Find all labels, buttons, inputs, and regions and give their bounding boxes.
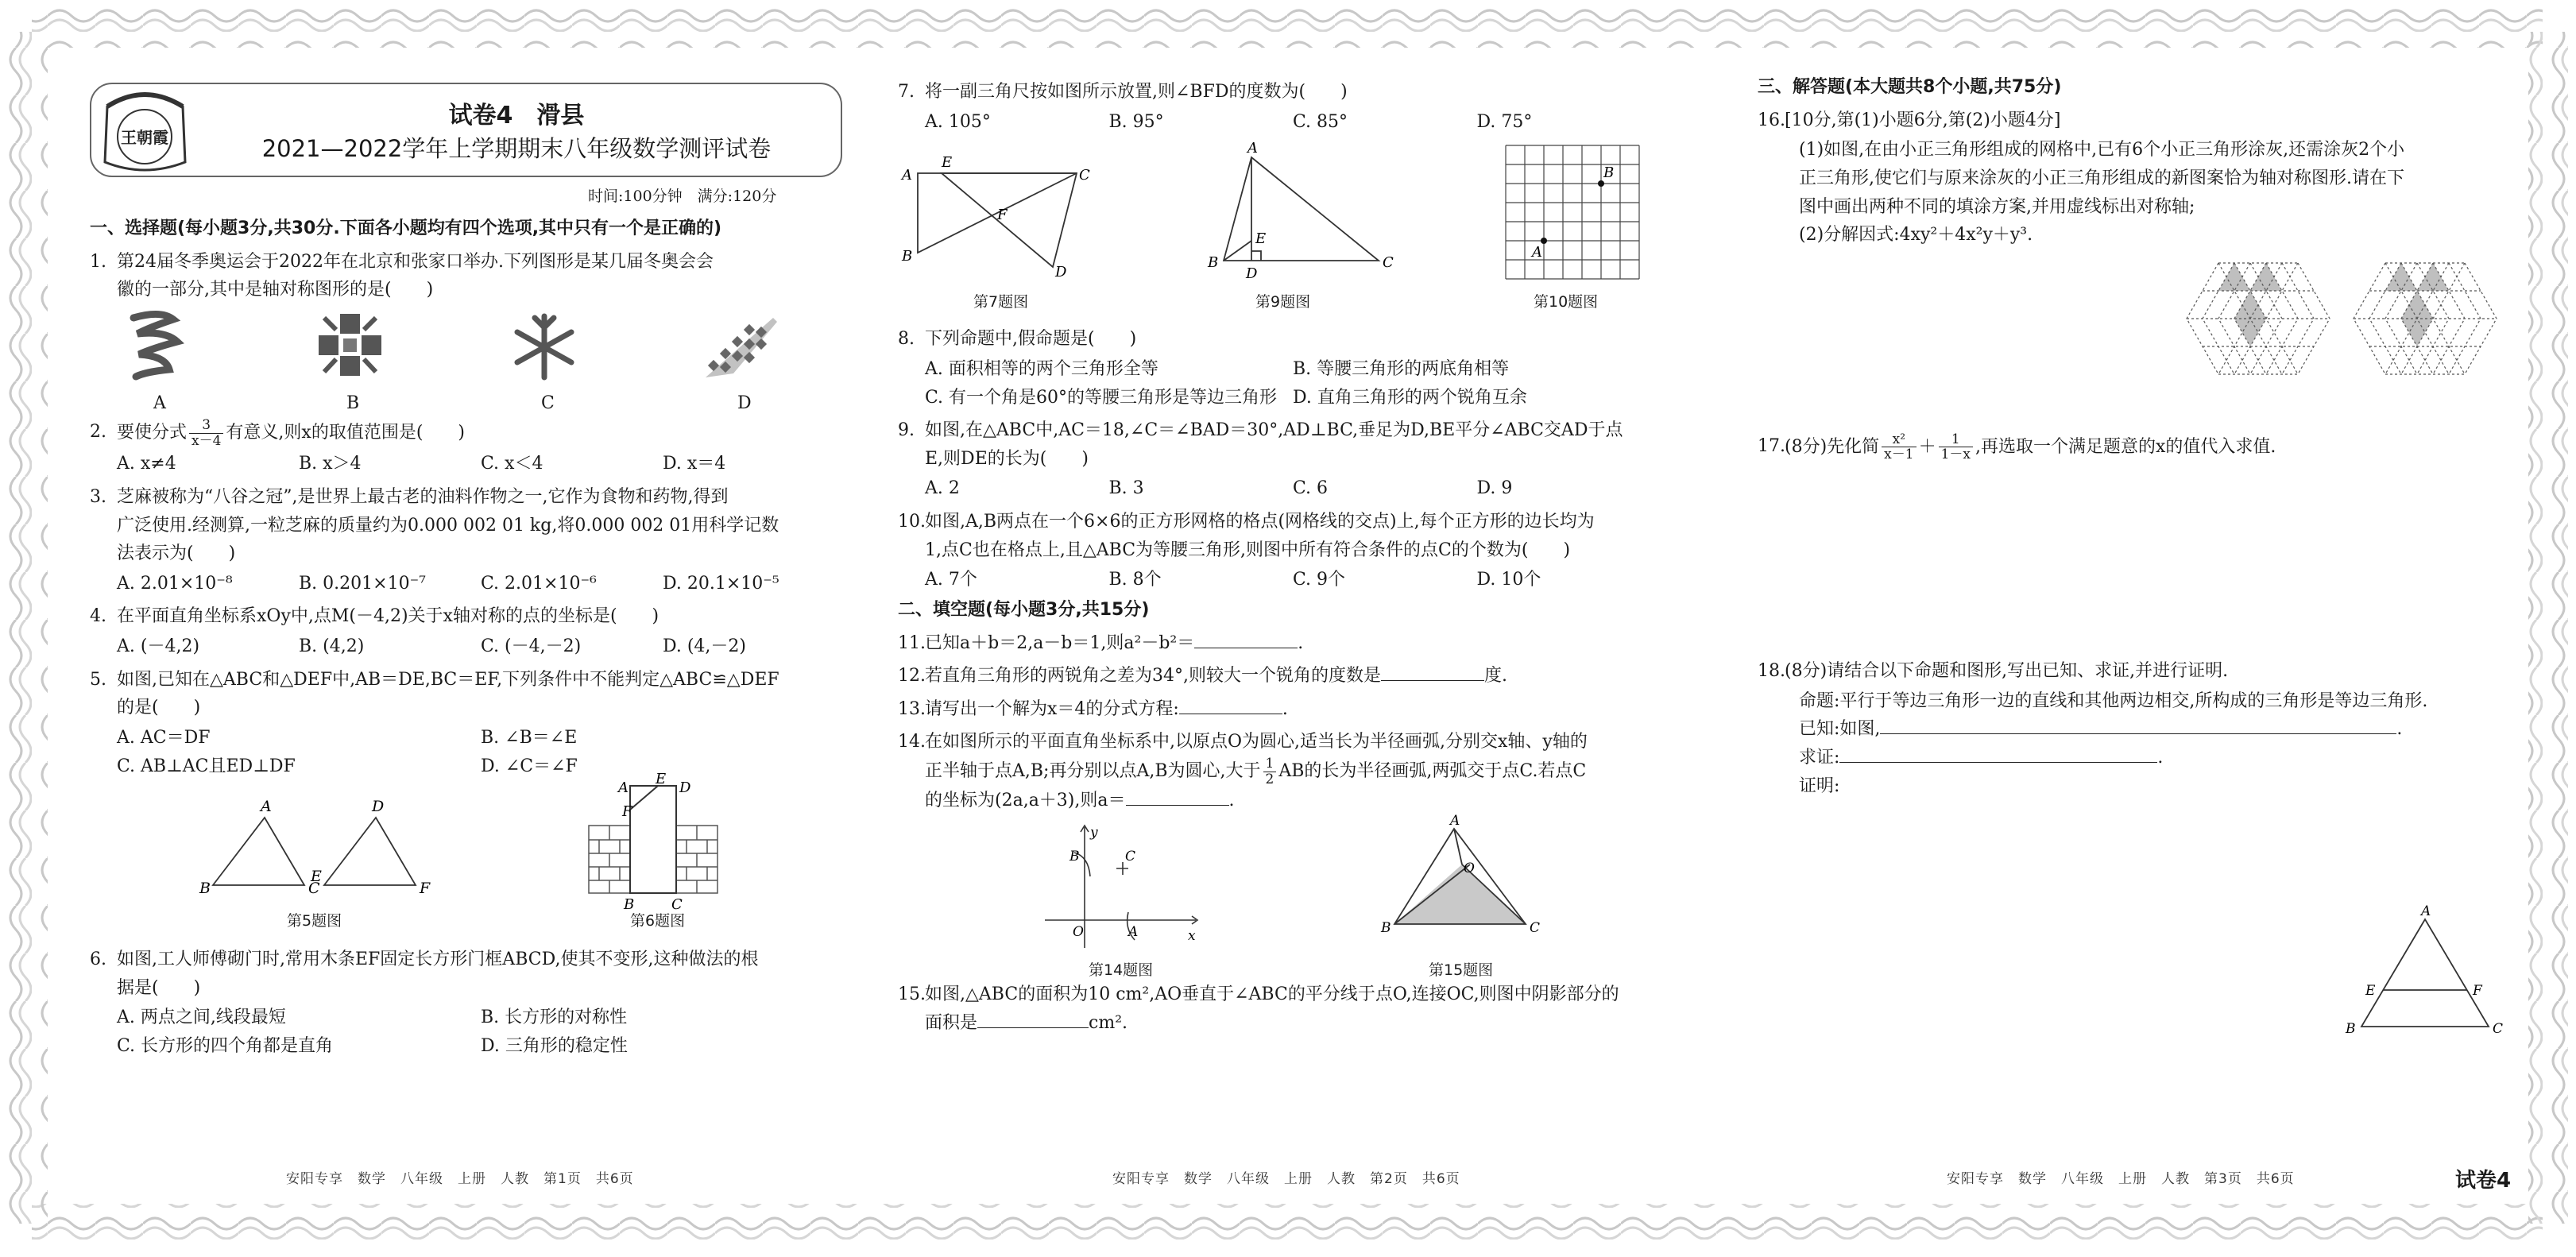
caption-fig15: 第15题图 (1429, 961, 1494, 979)
svg-text:A: A (1128, 924, 1139, 940)
svg-text:A: A (261, 798, 272, 816)
exam-title: 试卷4 滑县 (448, 102, 585, 130)
q2-options (117, 450, 845, 478)
option: C. 6 (1293, 478, 1329, 499)
svg-text:O: O (1073, 924, 1084, 940)
emblem-label-d: D (737, 393, 752, 413)
option: C. 85° (1293, 111, 1348, 132)
question-5: 5. 如图,已知在△ABC和△DEF中,AB＝DE,BC＝EF,下列条件中不能判定△ABC≌△DEF 的是( ) (90, 669, 779, 718)
option: B. 等腰三角形的两底角相等 (1293, 358, 1510, 379)
footer-page-3: 安阳专享 数学 八年级 上册 人教 第3页 共6页 (1947, 1171, 2295, 1187)
svg-text:B: B (1603, 164, 1615, 182)
prove-blank[interactable] (1839, 745, 2157, 763)
q14-q15-figures (898, 813, 1661, 979)
q3-options (117, 570, 845, 598)
question-7: 7. 将一副三角尺按如图所示放置,则∠BFD的度数为( ) (898, 82, 1348, 102)
svg-text:C: C (671, 896, 683, 914)
caption-fig6: 第6题图 (630, 912, 686, 930)
section-3-title: 三、解答题(本大题共8个小题,共75分) (1758, 77, 2062, 97)
q8-options (925, 355, 1661, 412)
paper-tag: 试卷4 (2455, 1169, 2512, 1193)
q7-options (925, 108, 1661, 137)
q10-options (925, 566, 1661, 594)
column-1 (90, 215, 845, 1062)
q16-body: (1)如图,在由小正三角形组成的网格中,已有6个小正三角形涂灰,还需涂灰2个小 正三角形,使它们与原来涂灰的小正三角形组成的新图案恰为轴对称图形.请在下 图中画出两种不同的填涂方案,并用虚线标出对称轴; (2)分解因式:4xy²＋4x²y＋y³. (1799, 140, 2405, 246)
svg-text:E: E (311, 868, 322, 886)
q1-emblems (90, 306, 845, 413)
emblem-label-a: A (153, 393, 166, 413)
emblem-a-icon (122, 310, 185, 381)
question-13: 13. 请写出一个解为x＝4的分式方程: . (898, 695, 1661, 724)
fraction: $\frac{1}{2}$ (1263, 756, 1277, 787)
logo-seal-icon (91, 83, 199, 180)
question-4: 4. 在平面直角坐标系xOy中,点M(－4,2)关于x轴对称的点的坐标是( ) (90, 606, 659, 627)
figure-15-triangle (1375, 813, 1549, 952)
q6-options (117, 1004, 845, 1060)
answer-blank[interactable] (1179, 696, 1282, 714)
svg-text:F: F (420, 880, 431, 898)
section-2-title: 二、填空题(每小题3分,共15分) (898, 599, 1150, 620)
svg-text:F: F (997, 207, 1008, 224)
option: A. 两点之间,线段最短 (117, 1008, 286, 1028)
option: D. ∠C＝∠F (481, 756, 578, 776)
svg-text:y: y (1090, 825, 1098, 841)
option: B. ∠B＝∠E (481, 727, 578, 748)
svg-text:C: C (1383, 254, 1394, 272)
svg-text:E: E (2365, 983, 2376, 999)
svg-text:A: A (902, 167, 912, 184)
caption-fig14: 第14题图 (1089, 961, 1154, 979)
option: D. x＝4 (663, 454, 726, 474)
svg-text:F: F (622, 803, 632, 821)
question-14: 14. 在如图所示的平面直角坐标系中,以原点O为圆心,适当长为半径画弧,分别交x轴、y轴的 正半轴于点A,B;再分别以点A,B为圆心,大于 $\frac{1}{2}$ AB的长为半径画弧,两弧交于点C.若点C 的坐标为(2a,a＋3),则a＝ . (898, 732, 1588, 811)
option: A. 105° (925, 111, 991, 132)
option: B. 长方形的对称性 (481, 1008, 628, 1028)
emblem-label-b: B (346, 393, 360, 413)
svg-text:F: F (2473, 983, 2482, 999)
option: D. 75° (1476, 111, 1533, 132)
option: B. 8个 (1108, 570, 1162, 590)
svg-text:D: D (1246, 265, 1258, 283)
question-8: 8. 下列命题中,假命题是( ) (898, 329, 1137, 350)
answer-blank[interactable] (1381, 663, 1484, 681)
svg-text:C: C (1125, 849, 1136, 864)
option: B. 0.201×10⁻⁷ (299, 573, 426, 594)
question-12: 12. 若直角三角形的两锐角之差为34°,则较大一个锐角的度数是 度. (898, 662, 1661, 690)
option: A. (－4,2) (117, 636, 200, 656)
option: C. 长方形的四个角都是直角 (117, 1036, 334, 1056)
answer-blank[interactable] (1126, 787, 1229, 806)
emblem-label-c: C (541, 393, 555, 413)
option: D. (4,－2) (663, 636, 746, 656)
svg-text:A: A (1450, 813, 1460, 829)
footer-page-1: 安阳专享 数学 八年级 上册 人教 第1页 共6页 (286, 1171, 634, 1187)
svg-text:E: E (656, 771, 667, 788)
svg-text:A: A (1532, 244, 1542, 261)
svg-text:D: D (372, 798, 385, 816)
q9-options (925, 474, 1661, 503)
option: C. AB⊥AC且ED⊥DF (117, 756, 296, 776)
caption-fig5: 第5题图 (287, 912, 342, 930)
svg-text:B: B (1208, 254, 1219, 272)
svg-text:E: E (1255, 230, 1267, 248)
option: A. AC＝DF (117, 727, 211, 748)
column-3 (1758, 73, 2520, 1037)
question-6: 6. 如图,工人师傅砌门时,常用木条EF固定长方形门框ABCD,使其不变形,这种做法的根 据是( ) (90, 950, 759, 998)
q18-body: 命题:平行于等边三角形一边的直线和其他两边相交,所构成的三角形是等边三角形. 已知:如图, . 求证: . 证明: (1799, 690, 2428, 796)
svg-text:O: O (1464, 861, 1475, 876)
figure-6-door (582, 770, 733, 914)
option: D. 9 (1476, 478, 1513, 499)
answer-blank[interactable] (977, 1010, 1089, 1028)
svg-text:王朝霞: 王朝霞 (121, 128, 168, 147)
exam-meta: 时间:100分钟 满分:120分 (588, 188, 777, 205)
svg-text:E: E (942, 154, 953, 172)
answer-blank[interactable] (1194, 630, 1298, 648)
option: D. 三角形的稳定性 (481, 1036, 628, 1056)
emblem-b-icon (316, 310, 384, 381)
column-2 (898, 73, 1661, 1038)
question-1: 1. 第24届冬季奥运会于2022年在北京和张家口举办.下列图形是某几届冬奥会会 徽的一部分,其中是轴对称图形的是( ) (90, 251, 714, 300)
figure-7-set-squares (898, 149, 1090, 281)
option: C. x＜4 (481, 454, 543, 474)
question-9: 9. 如图,在△ABC中,AC＝18,∠C＝∠BAD＝30°,AD⊥BC,垂足为D,BE平分∠ABC交AD于点 E,则DE的长为( ) (898, 420, 1623, 469)
section-1-title: 一、选择题(每小题3分,共30分.下面各小题均有四个选项,其中只有一个是正确的) (90, 219, 722, 238)
option: B. x＞4 (299, 454, 362, 474)
caption-fig9: 第9题图 (1255, 293, 1311, 311)
fraction: $\frac{\text{x²}}{x-1}$ (1882, 432, 1916, 462)
svg-text:B: B (2346, 1021, 2356, 1037)
footer-page-2: 安阳专享 数学 八年级 上册 人教 第2页 共6页 (1112, 1171, 1460, 1187)
caption-fig7: 第7题图 (973, 293, 1029, 311)
option: A. 2.01×10⁻⁸ (117, 573, 233, 594)
question-10: 10. 如图,A,B两点在一个6×6的正方形网格的格点(网格线的交点)上,每个正方形的边长均为 1,点C也在格点上,且△ABC为等腰三角形,则图中所有符合条件的点C的个数为( ) (898, 512, 1595, 560)
question-16: 16. [10分,第(1)小题6分,第(2)小题4分] (1758, 110, 2061, 130)
option: C. 9个 (1293, 570, 1346, 590)
figure-18-triangle (2346, 903, 2504, 1050)
option: D. 直角三角形的两个锐角互余 (1293, 387, 1527, 408)
question-18: 18. (8分)请结合以下命题和图形,写出已知、求证,并进行证明. (1758, 661, 2229, 682)
svg-text:D: D (679, 779, 691, 797)
figure-14-coordinate (1041, 821, 1200, 956)
option: B. 95° (1108, 111, 1164, 132)
q7-q9-q10-figures (898, 137, 1661, 320)
option: C. 有一个角是60°的等腰三角形是等边三角形 (925, 387, 1278, 408)
option: D. 10个 (1476, 570, 1541, 590)
svg-text:A: A (2421, 903, 2431, 919)
svg-text:x: x (1188, 928, 1196, 944)
svg-text:C: C (1530, 920, 1541, 936)
svg-text:B: B (902, 248, 913, 265)
option: B. 3 (1108, 478, 1144, 499)
option: B. (4,2) (299, 636, 365, 656)
figure-5-triangles (193, 794, 447, 905)
svg-text:C: C (1079, 167, 1090, 184)
option: A. 7个 (925, 570, 977, 590)
emblem-d-icon (702, 314, 781, 381)
svg-text:A: A (1247, 140, 1258, 157)
option: C. 2.01×10⁻⁶ (481, 573, 597, 594)
option: D. 20.1×10⁻⁵ (663, 573, 779, 594)
figure-9-triangle (1192, 140, 1398, 283)
q4-options (117, 632, 845, 661)
hexagon-grids (2187, 249, 2504, 396)
question-11: 11. 已知a＋b＝2,a－b＝1,则a²－b²＝ . (898, 629, 1661, 658)
caption-fig10: 第10题图 (1534, 293, 1599, 311)
svg-text:D: D (1055, 264, 1067, 281)
q5-options (117, 724, 845, 780)
emblem-c-icon (511, 310, 578, 385)
question-15: 15. 如图,△ABC的面积为10 cm²,AO垂直于∠ABC的平分线于点O,连接OC,则图中阴影部分的 面积是 cm². (898, 984, 1619, 1033)
question-17: 17. (8分)先化简 $\frac{\text{x²}}{x-1}$ ＋ $\frac{1}{1-x}$ ,再选取一个满足题意的x的值代入求值. (1758, 431, 2276, 463)
fraction: $\frac{1}{1-x}$ (1939, 432, 1973, 462)
q16-hex-figures (1758, 249, 2520, 408)
option: A. 面积相等的两个三角形全等 (925, 358, 1158, 379)
svg-text:B: B (199, 880, 211, 898)
figure-10-grid (1502, 141, 1645, 284)
exam-subtitle: 2021—2022学年上学期期末八年级数学测评试卷 (261, 135, 772, 162)
question-2: 2. 要使分式 $\frac{3}{x-4}$ 有意义,则x的取值范围是( ) (90, 416, 465, 449)
svg-text:B: B (1381, 920, 1391, 936)
q5-q6-figures (90, 771, 845, 941)
svg-text:C: C (308, 880, 320, 898)
svg-text:C: C (2493, 1021, 2504, 1037)
option: A. x≠4 (117, 454, 176, 474)
known-blank[interactable] (1880, 716, 2396, 734)
svg-text:B: B (1069, 849, 1080, 864)
question-3: 3. 芝麻被称为“八谷之冠”,是世界上最古老的油料作物之一,它作为食物和药物,得到 广泛使用.经测算,一粒芝麻的质量约为0.000 002 01 kg,将0.000 002 01用科学记数 法表示为( ) (90, 486, 779, 564)
svg-text:A: A (618, 779, 629, 797)
svg-text:B: B (624, 896, 635, 914)
fraction: $\frac{3}{x-4}$ (189, 418, 223, 448)
option: C. (－4,－2) (481, 636, 582, 656)
option: A. 2 (925, 478, 960, 499)
